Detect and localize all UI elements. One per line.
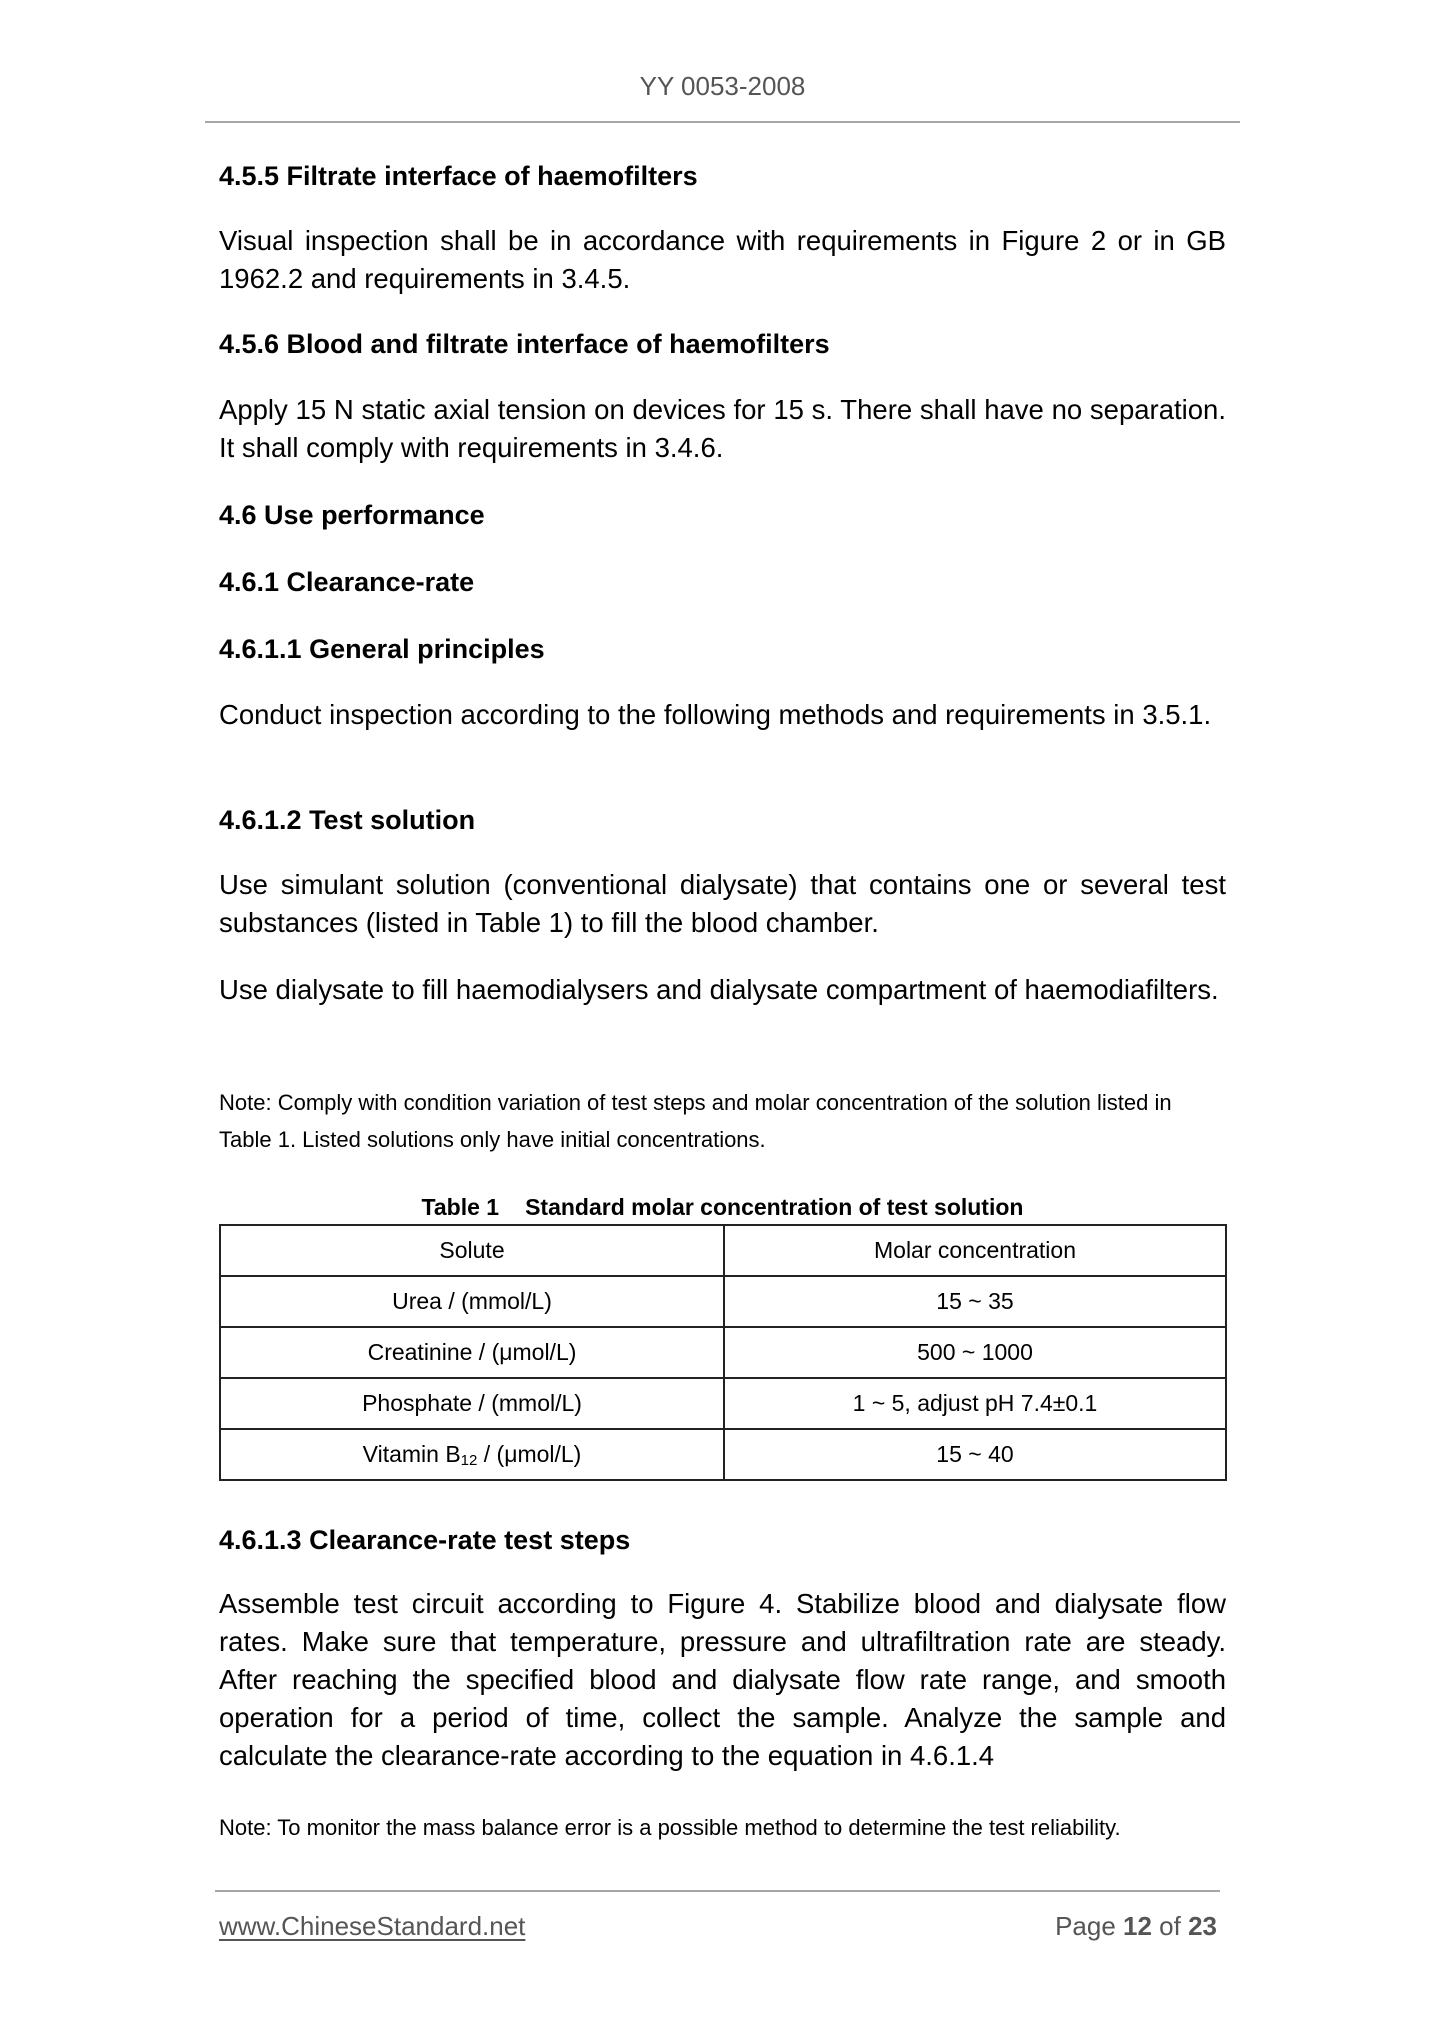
- section-body-4-6-1-2-b: Use dialysate to fill haemodialysers and dialysate compartment of haemodiafilters.: [219, 974, 1219, 1005]
- solute-subscript: 12: [460, 1451, 478, 1469]
- cell-concentration: 1 ~ 5, adjust pH 7.4±0.1: [724, 1378, 1226, 1429]
- cell-solute: Phosphate / (mmol/L): [220, 1378, 724, 1429]
- page-label: Page: [1055, 1911, 1124, 1941]
- section-heading-4-6-1-1: 4.6.1.1 General principles: [219, 634, 545, 664]
- cell-concentration: 15 ~ 40: [724, 1429, 1226, 1480]
- section-heading-4-6-1: 4.6.1 Clearance-rate: [219, 567, 475, 597]
- website-link[interactable]: www.ChineseStandard.net: [219, 1911, 526, 1941]
- table-caption-title: Standard molar concentration of test solution: [525, 1194, 1024, 1220]
- cell-concentration: 15 ~ 35: [724, 1276, 1226, 1327]
- table-caption-number: Table 1: [421, 1194, 500, 1220]
- table-row: [220, 1378, 1226, 1429]
- section-body-4-5-5: Visual inspection shall be in accordance with requirements in Figure 2 or in GB 1962.2 and requirements in 3.4.5.: [219, 225, 1226, 294]
- molar-concentration-table: [219, 1224, 1227, 1481]
- footer-divider: [215, 1890, 1220, 1892]
- cell-solute: Urea / (mmol/L): [220, 1276, 724, 1327]
- page-indicator: [1055, 1910, 1217, 1942]
- note-table-conditions: Note: Comply with condition variation of test steps and molar concentration of the solution listed in Table 1. Listed solutions only have initial concentrations.: [219, 1090, 1172, 1152]
- header-divider: [205, 121, 1240, 123]
- table-row: [220, 1429, 1226, 1480]
- section-body-4-6-1-2-a: Use simulant solution (conventional dialysate) that contains one or several test substances (listed in Table 1) to fill the blood chamber.: [219, 869, 1226, 938]
- table-row: [220, 1276, 1226, 1327]
- cell-solute: Creatinine / (μmol/L): [220, 1327, 724, 1378]
- table-row: [220, 1327, 1226, 1378]
- column-header-molar-concentration: Molar concentration: [724, 1225, 1226, 1276]
- section-body-4-6-1-3: Assemble test circuit according to Figure 4. Stabilize blood and dialysate flow rates. Make sure that temperature, pressure and ultrafiltration rate are steady. After reaching the specified blood and dialysate flow rate range, and smooth operation for a period of time, collect the sample. Analyze the sample and calculate the clearance-rate according to the equation in 4.6.1.4: [219, 1588, 1226, 1771]
- page-of-label: of: [1151, 1911, 1189, 1941]
- cell-concentration: 500 ~ 1000: [724, 1327, 1226, 1378]
- section-heading-4-5-6: 4.5.6 Blood and filtrate interface of haemofilters: [219, 329, 830, 359]
- section-heading-4-6-1-3: 4.6.1.3 Clearance-rate test steps: [219, 1525, 631, 1555]
- column-header-solute: Solute: [220, 1225, 724, 1276]
- solute-unit: / (μmol/L): [477, 1440, 582, 1467]
- document-code-header: YY 0053-2008: [639, 71, 806, 101]
- table-caption: [219, 1193, 1226, 1221]
- section-heading-4-6: 4.6 Use performance: [219, 500, 485, 530]
- page-current: 12: [1123, 1911, 1152, 1941]
- solute-name: Vitamin B: [362, 1440, 461, 1467]
- section-body-4-5-6: Apply 15 N static axial tension on devices for 15 s. There shall have no separation. It shall comply with requirements in 3.4.6.: [219, 394, 1226, 463]
- section-heading-4-5-5: 4.5.5 Filtrate interface of haemofilters: [219, 161, 698, 191]
- section-body-4-6-1-1: Conduct inspection according to the following methods and requirements in 3.5.1.: [219, 699, 1212, 730]
- note-mass-balance: Note: To monitor the mass balance error is a possible method to determine the test reliability.: [219, 1815, 1121, 1840]
- cell-solute: [220, 1429, 724, 1480]
- section-heading-4-6-1-2: 4.6.1.2 Test solution: [219, 805, 476, 835]
- page-total: 23: [1188, 1911, 1217, 1941]
- table-header-row: [220, 1225, 1226, 1276]
